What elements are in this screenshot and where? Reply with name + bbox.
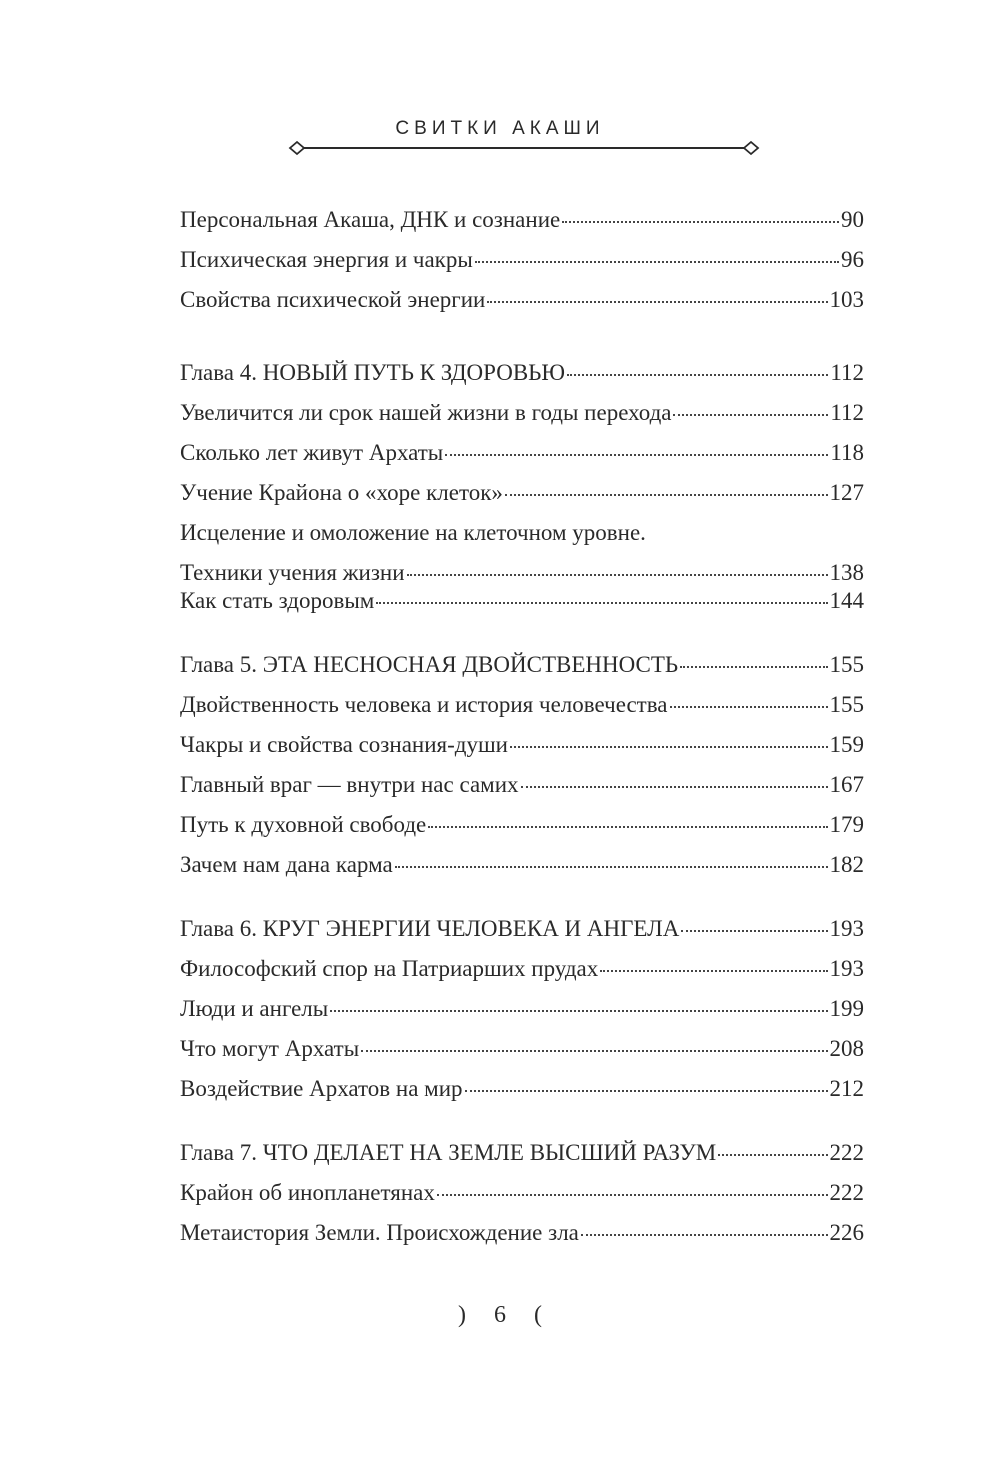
chapter-title: Глава 7. ЧТО ДЕЛАЕТ НА ЗЕМЛЕ ВЫСШИЙ РАЗУМ (180, 1140, 717, 1165)
toc-entry-title: Философский спор на Патриарших прудах (180, 956, 599, 981)
dot-leader (475, 260, 839, 263)
toc-entry-page: 112 (830, 400, 864, 425)
dot-leader (505, 493, 828, 496)
toc-entry[interactable] (180, 286, 864, 314)
toc-entry-title: Люди и ангелы (180, 996, 329, 1021)
dot-leader (681, 929, 827, 932)
toc-entry-page: 118 (830, 440, 864, 465)
chapter-page: 155 (829, 652, 864, 677)
toc-entry[interactable] (180, 587, 864, 615)
toc-entry[interactable] (180, 1179, 864, 1207)
chapter-page: 112 (830, 360, 864, 385)
dot-leader (487, 300, 827, 303)
dot-leader (680, 665, 827, 668)
toc-entry[interactable] (180, 479, 864, 507)
toc-chapter-heading[interactable] (180, 651, 864, 679)
toc-entry-page: 179 (829, 812, 864, 837)
dot-leader (361, 1049, 827, 1052)
dot-leader (510, 745, 828, 748)
dot-leader (428, 825, 827, 828)
folio-left-bracket: ) (458, 1302, 466, 1328)
dot-leader (465, 1089, 828, 1092)
toc-entry-page: 103 (829, 287, 864, 312)
dot-leader (581, 1233, 828, 1236)
dot-leader (673, 413, 828, 416)
dot-leader (521, 785, 828, 788)
toc-entry[interactable] (180, 691, 864, 719)
dot-leader (437, 1193, 828, 1196)
toc-entry[interactable] (180, 399, 864, 427)
toc-entry[interactable] (180, 206, 864, 234)
toc-entry-page: 199 (829, 996, 864, 1021)
toc-entry-page: 127 (829, 480, 864, 505)
dot-leader (445, 453, 828, 456)
dot-leader (407, 573, 828, 576)
toc-entry[interactable] (180, 1075, 864, 1103)
toc-entry-page: 182 (829, 852, 864, 877)
toc-chapter-heading[interactable] (180, 915, 864, 943)
toc-entry-title: Метаистория Земли. Происхождение зла (180, 1220, 579, 1245)
toc-entry-title: Свойства психической энергии (180, 287, 486, 312)
dot-leader (718, 1153, 827, 1156)
chapter-title: Глава 4. НОВЫЙ ПУТЬ К ЗДОРОВЬЮ (180, 360, 566, 385)
toc-entry-page: 222 (829, 1180, 864, 1205)
toc-chapter-heading[interactable] (180, 1139, 864, 1167)
toc-entry-page: 226 (829, 1220, 864, 1245)
dot-leader (330, 1009, 827, 1012)
toc-chapter-heading[interactable] (180, 359, 864, 387)
toc-entry[interactable] (180, 955, 864, 983)
chapter-page: 222 (829, 1140, 864, 1165)
toc-entry[interactable] (180, 439, 864, 467)
toc-entry-page: 167 (829, 772, 864, 797)
toc-entry-page: 96 (841, 247, 864, 272)
toc-entry-page: 138 (829, 560, 864, 585)
toc-entry-page: 193 (829, 956, 864, 981)
toc-entry-page: 208 (829, 1036, 864, 1061)
dot-leader (376, 601, 827, 604)
toc-entry-title: Что могут Архаты (180, 1036, 360, 1061)
toc-entry[interactable] (180, 1219, 864, 1247)
toc-entry[interactable] (180, 246, 864, 274)
toc-entry-page: 144 (829, 588, 864, 613)
toc-entry-title-line1: Исцеление и омоложение на клеточном уровне. (180, 520, 646, 545)
toc-entry-title: Психическая энергия и чакры (180, 247, 473, 272)
running-head-title: СВИТКИ АКАШИ (395, 118, 605, 139)
toc-entry[interactable] (180, 771, 864, 799)
toc-entry-title: Крайон об инопланетянах (180, 1180, 435, 1205)
toc-entry-title-line2: Техники учения жизни (180, 560, 405, 585)
chapter-page: 193 (829, 916, 864, 941)
toc-entry-title: Сколько лет живут Архаты (180, 440, 444, 465)
chapter-title: Глава 6. КРУГ ЭНЕРГИИ ЧЕЛОВЕКА И АНГЕЛА (180, 916, 680, 941)
toc-entry[interactable] (180, 811, 864, 839)
page-folio (0, 1302, 1000, 1329)
toc-entry[interactable] (180, 731, 864, 759)
page-number: 6 (494, 1302, 506, 1328)
toc-entry-page: 212 (829, 1076, 864, 1101)
toc-entry-title: Как стать здоровым (180, 588, 375, 613)
dot-leader (600, 969, 827, 972)
toc-entry-title: Путь к духовной свободе (180, 812, 427, 837)
dot-leader (567, 373, 828, 376)
dot-leader (670, 705, 828, 708)
toc-entry-title: Чакры и свойства сознания-души (180, 732, 508, 757)
toc-entry[interactable] (180, 851, 864, 879)
toc-entry-title: Двойственность человека и история человечества (180, 692, 668, 717)
toc-entry[interactable] (180, 995, 864, 1023)
toc-entry-page: 159 (829, 732, 864, 757)
toc-entry-multiline[interactable] (180, 519, 864, 587)
chapter-title: Глава 5. ЭТА НЕСНОСНАЯ ДВОЙСТВЕННОСТЬ (180, 652, 679, 677)
dot-leader (395, 865, 828, 868)
toc-entry-title: Учение Крайона о «хоре клеток» (180, 480, 503, 505)
toc-entry[interactable] (180, 1035, 864, 1063)
dot-leader (562, 220, 839, 223)
header-ornament-rule (288, 138, 760, 158)
toc-entry-title: Увеличится ли срок нашей жизни в годы перехода (180, 400, 672, 425)
folio-right-bracket: ( (534, 1302, 542, 1328)
toc-entry-page: 90 (841, 207, 864, 232)
toc-entry-title: Зачем нам дана карма (180, 852, 393, 877)
toc-entry-page: 155 (829, 692, 864, 717)
toc-entry-title: Воздействие Архатов на мир (180, 1076, 463, 1101)
toc-entry-title: Главный враг — внутри нас самих (180, 772, 519, 797)
toc-entry-title: Персональная Акаша, ДНК и сознание (180, 207, 561, 232)
